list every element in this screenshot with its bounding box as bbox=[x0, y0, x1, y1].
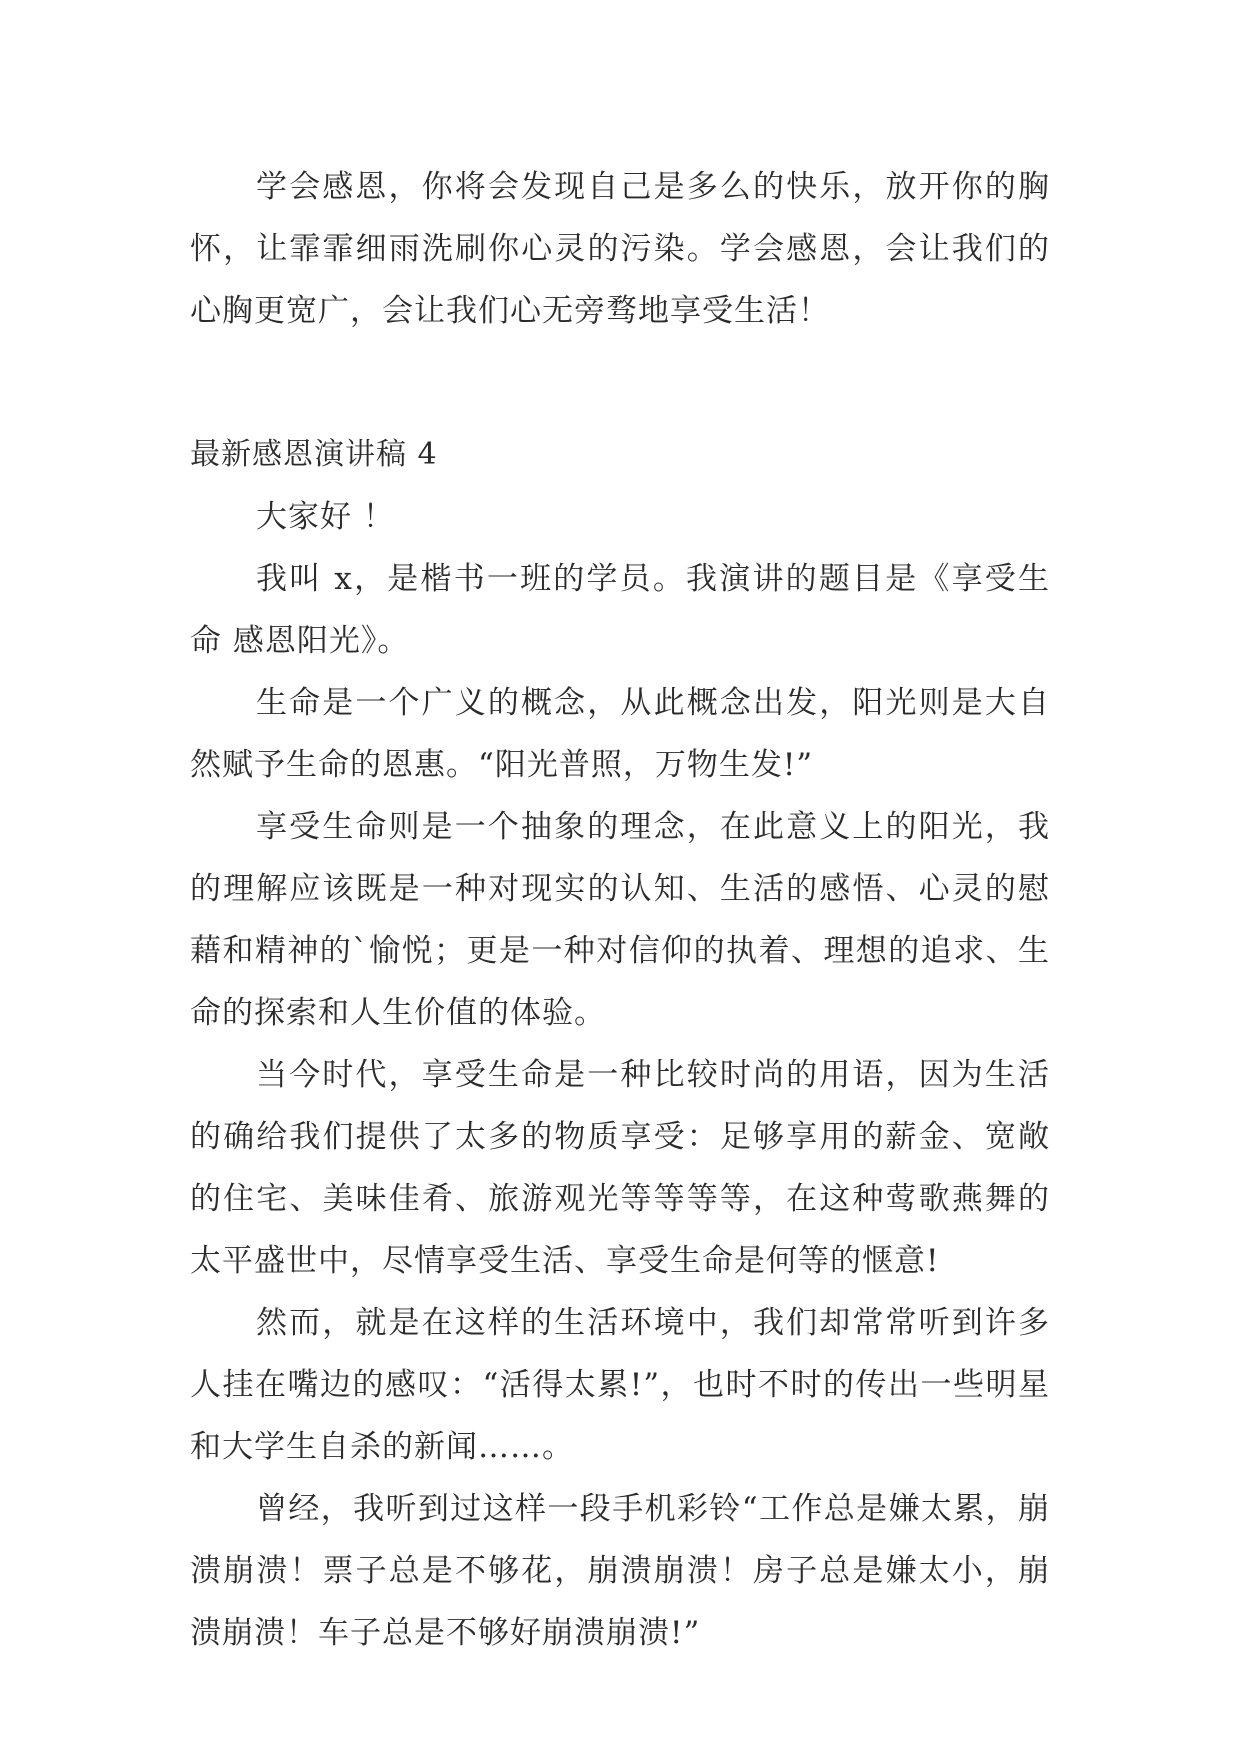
paragraph-introduction: 我叫 x，是楷书一班的学员。我演讲的题目是《享受生命 感恩阳光》。 bbox=[190, 561, 1050, 659]
paragraph-life-concept: 生命是一个广义的概念，从此概念出发，阳光则是大自然赋予生命的恩惠。“阳光普照，万物生发!” bbox=[190, 685, 1050, 783]
document-body bbox=[190, 156, 1050, 1664]
paragraph-modern-times: 当今时代，享受生命是一种比较时尚的用语，因为生活的确给我们提供了太多的物质享受：足够享用的薪金、宽敞的住宅、美味佳肴、旅游观光等等等等，在这种莺歌燕舞的太平盛世中，尽情享受生活、享受生命是何等的惬意! bbox=[190, 1057, 1050, 1279]
intro-paragraph: 学会感恩，你将会发现自己是多么的快乐，放开你的胸怀，让霏霏细雨洗刷你心灵的污染。学会感恩，会让我们的心胸更宽广，会让我们心无旁骛地享受生活！ bbox=[190, 169, 1050, 329]
paragraph-greeting: 大家好 ！ bbox=[256, 499, 395, 535]
paragraph-however: 然而，就是在这样的生活环境中，我们却常常听到许多人挂在嘴边的感叹：“活得太累!”，也时不时的传出一些明星和大学生自杀的新闻……。 bbox=[190, 1305, 1050, 1465]
section-title: 最新感恩演讲稿 4 bbox=[190, 437, 438, 472]
paragraph-enjoy-life: 享受生命则是一个抽象的理念，在此意义上的阳光，我的理解应该既是一种对现实的认知、生活的感悟、心灵的慰藉和精神的`愉悦；更是一种对信仰的执着、理想的追求、生命的探索和人生价值的体验。 bbox=[190, 809, 1050, 1031]
paragraph-ringtone: 曾经，我听到过这样一段手机彩铃“工作总是嫌太累，崩溃崩溃！票子总是不够花，崩溃崩溃！房子总是嫌太小，崩溃崩溃！车子总是不够好崩溃崩溃!” bbox=[190, 1491, 1050, 1651]
